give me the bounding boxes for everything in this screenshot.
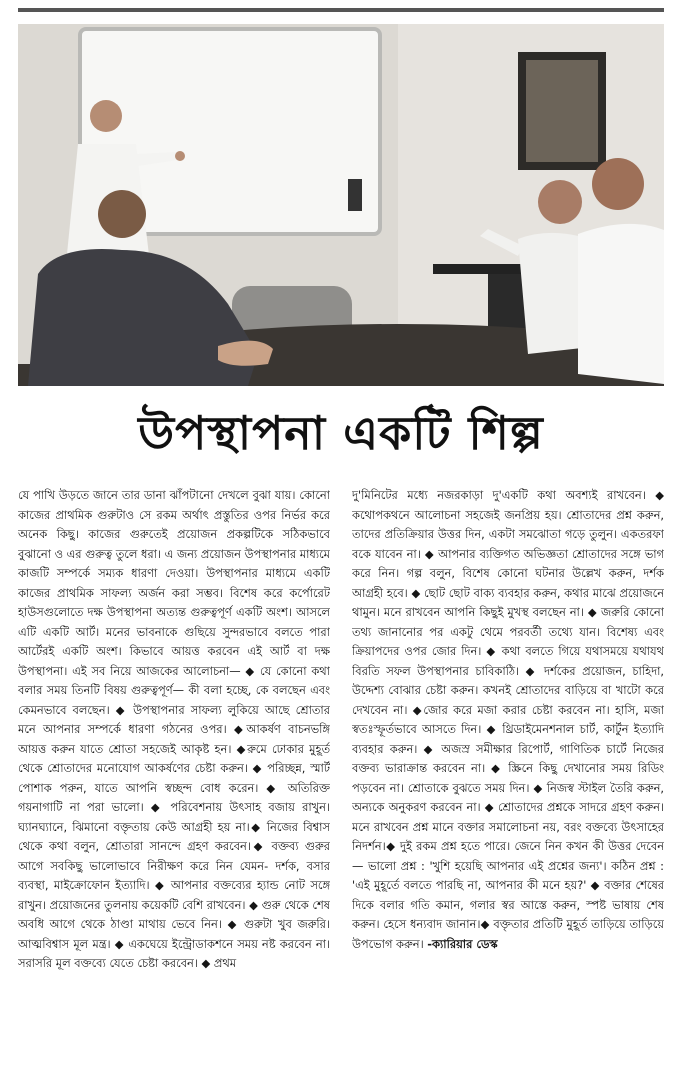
meeting-photo-icon [18, 24, 664, 386]
article-column-left: যে পাখি উড়তে জানে তার ডানা ঝাঁপটানো দেখলে বুঝা যায়। কোনো কাজের প্রাথমিক গুরুটাও সে রকম অর্থাৎ প্রস্তুতির ওপর নির্ভর করে অনেক কিছু। কাজের গুরুতেই প্রয়োজন প্রকল্পটিকে সঠিকভাবে বুঝানো ও এর গুরুত্ব তুলে ধরা। এ জন্য প্রয়োজন উপস্থাপনার মাধ্যমে কাজটি সম্পর্কে সম্যক ধারণা দেওয়া। উপস্থাপনার মাধ্যমে একটি কাজের প্রাথমিক সাফল্য অর্জন করা সম্ভব। বিশেষ করে কর্পোরেট হাউসগুলোতে দক্ষ উপস্থাপনা অত্যন্ত গুরুত্বপূর্ণ একটি অংশ। আসলে এটি একটি আর্ট। মনের ভাবনাকে গুছিয়ে সুন্দরভাবে বলতে পারা আর্টেরই একটি অংশ। কিভাবে আয়ত্ত করবেন এই আর্ট বা দক্ষ উপস্থাপনা। এই সব নিয়ে আজকের আলোচনা— ◆ যে কোনো কথা বলার সময় তিনটি বিষয় গুরুত্বপূর্ণ— কী বলা হচ্ছে, কে বলছেন এবং কেমনভাবে বলছেন। ◆ উপস্থাপনার সাফল্য লুকিয়ে আছে শ্রোতার মনে আপনার সম্পর্কে ধারণা গঠনের ওপর। ◆আকর্ষণ বাচনভঙ্গি আয়ত্ত করুন যাতে শ্রোতা সহজেই আকৃষ্ট হন। ◆রুমে ঢোকার মুহূর্ত থেকে শ্রোতাদের মনোযোগ আকর্ষণের চেষ্টা করুন। ◆ পরিচ্ছন্ন, স্মার্ট পোশাক পরুন, যাতে আপনি স্বচ্ছন্দ বোধ করেন। ◆ অতিরিক্ত গয়নাগাটি না পরা ভালো। ◆ পরিবেশনায় উৎসাহ বজায় রাখুন। ঘ্যানঘ্যানে, ঝিমানো বক্তৃতায় কেউ আগ্রহী হয় না।◆ নিজের বিশ্বাস থেকে কথা বলুন, শ্রোতারা সানন্দে গ্রহণ করবেন।◆ বক্তব্য গুরুর আগে সবকিছু ভালোভাবে নিরীক্ষণ করে নিন যেমন- দর্শক, বসার ব্যবস্থা, মাইক্রোফোন ইত্যাদি। ◆ আপনার বক্তব্যের হ্যান্ড নোট সঙ্গে রাখুন। প্রয়োজনের তুলনায় কয়েকটি বেশি রাখবেন। ◆ গুরু থেকে শেষ অবধি আগে থেকে ঠাণ্ডা মাথায় ভেবে নিন। ◆ গুরুটা খুব জরুরি। আত্মবিশ্বাস মূল মন্ত্র। ◆ একঘেয়ে ইন্ট্রোডাকশনে সময় নষ্ট করবেন না। সরাসরি মূল বক্তব্যে যেতে চেষ্টা করবেন। ◆ প্রথম [18, 488, 330, 970]
article-column-right-text: দু'মিনিটের মধ্যে নজরকাড়া দু'একটি কথা অবশ্যই রাখবেন। ◆ কথোপকথনে আলোচনা সহজেই জনপ্রিয় হয়। শ্রোতাদের প্রশ্ন করুন, তাদের প্রতিক্রিয়ার উত্তর দিন, একটা সমঝোতা গড়ে তুলুন। একতরফা বকে যাবেন না। ◆ আপনার ব্যক্তিগত অভিজ্ঞতা শ্রোতাদের সঙ্গে ভাগ করে নিন। গল্প বলুন, বিশেষ কোনো ঘটনার উল্লেখ করুন, দর্শক আগ্রহী হবে। ◆ ছোট ছোট বাক্য ব্যবহার করুন, কথার মাঝে প্রয়োজনে থামুন। মনে রাখবেন আপনি কিছুই মুখস্থ বলছেন না। ◆ জরুরি কোনো তথ্য জানানোর পর একটু থেমে পরবর্তী তথ্যে যান। বিশেষ্য এবং ক্রিয়াপদের ওপর জোর দিন। ◆ কথা বলতে গিয়ে যথাসময়ে যথাযথ বিরতি সফল উপস্থাপনার চাবিকাঠি। ◆ দর্শকের প্রয়োজন, চাহিদা, উদ্দেশ্য বোঝার চেষ্টা করুন। কখনই শ্রোতাদের বাড়িয়ে বা খাটো করে দেখবেন না। ◆জোর করে মজা করার চেষ্টা করবেন না। হাসি, মজা স্বতঃস্ফূর্তভাবে আসতে দিন। ◆ থ্রিডাইমেনশনাল চার্ট, কার্টুন ইত্যাদি ব্যবহার করুন। ◆ অজস্র সমীক্ষার রিপোর্ট, গাণিতিক চার্টে নিজের বক্তব্য ভারাক্রান্ত করবেন না। ◆ স্ক্রিনে কিছু দেখানোর সময় রিডিং পড়বেন না। শ্রোতাকে বুঝতে সময় দিন। ◆ নিজস্ব স্টাইল তৈরি করুন, অন্যকে অনুকরণ করবেন না। ◆ শ্রোতাদের প্রশ্নকে সাদরে গ্রহণ করুন। মনে রাখবেন প্রশ্ন মানে বক্তার সমালোচনা নয়, বরং বক্তব্যে উৎসাহের নিদর্শন।◆ দুই রকম প্রশ্ন হতে পারে। জেনে নিন কখন কী উত্তর দেবেন— ভালো প্রশ্ন : 'খুশি হয়েছি আপনার এই প্রশ্নের জন্য'। কঠিন প্রশ্ন : 'এই মুহূর্তে বলতে পারছি না, আপনার কী মনে হয়?' ◆ বক্তার শেষের দিকে বলার গতি কমান, গলার স্বর আস্তে করুন, স্পষ্ট ভাষায় শেষ করুন। হেসে ধন্যবাদ জানান।◆ বক্তৃতার প্রতিটি মুহূর্ত তাড়িয়ে তাড়িয়ে উপভোগ করুন। [352, 488, 664, 951]
meeting-photo [18, 24, 664, 386]
article-byline: -ক্যারিয়ার ডেস্ক [427, 936, 498, 951]
article-column-right [352, 486, 664, 1084]
top-rule [18, 8, 664, 12]
article-body [18, 486, 664, 1084]
article-headline: উপস্থাপনা একটি শিল্প [138, 406, 544, 460]
